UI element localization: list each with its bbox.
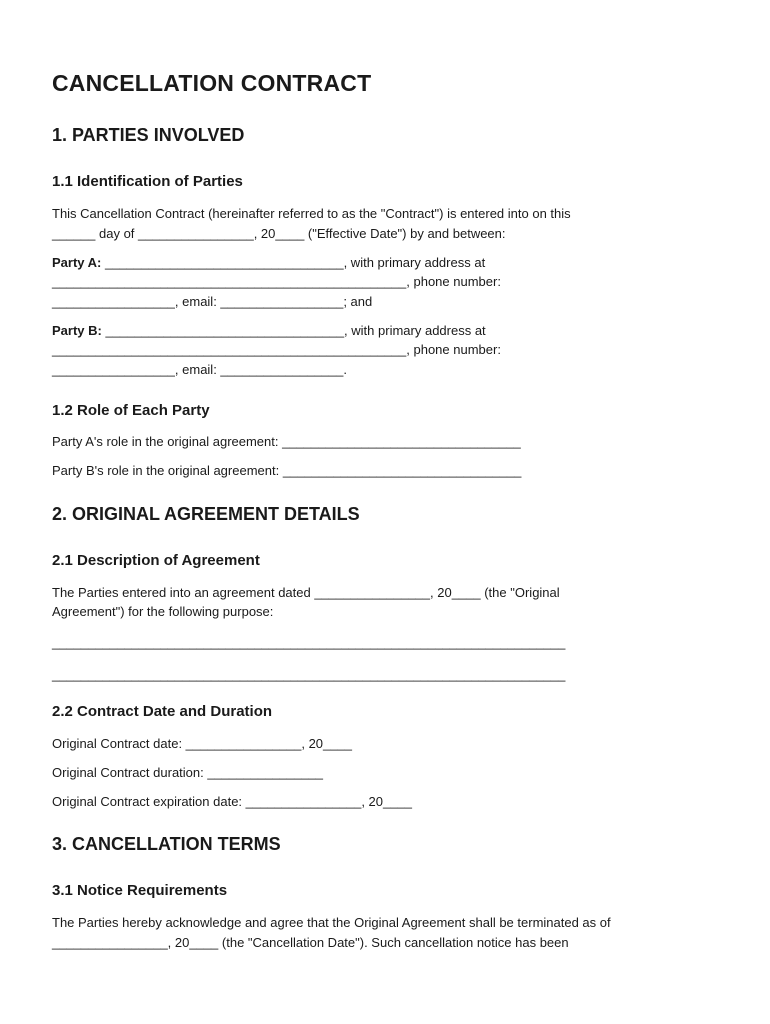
document-title: CANCELLATION CONTRACT <box>52 70 372 96</box>
party-b-line-3: _________________, email: _________________. <box>52 362 347 377</box>
party-b-line-2: _________________________________________________, phone number: <box>52 342 501 357</box>
party-a-name-field: _________________________________, with primary address at <box>101 255 486 270</box>
section-1-heading: 1. PARTIES INVOLVED <box>52 125 245 145</box>
section-3-1-heading: 3.1 Notice Requirements <box>52 882 228 899</box>
agreement-line-2: Agreement") for the following purpose: <box>52 604 274 619</box>
agreement-line-1: The Parties entered into an agreement dated ________________, 20____ (the "Original <box>52 585 560 600</box>
party-b-line-1 <box>52 321 486 341</box>
section-1-1-heading: 1.1 Identification of Parties <box>52 173 243 190</box>
purpose-blank-line-1: _______________________________________________________________________ <box>52 635 566 650</box>
party-a-line-2: _________________________________________________, phone number: <box>52 274 501 289</box>
contract-duration-line: Original Contract duration: ________________ <box>52 765 324 780</box>
section-2-1-heading: 2.1 Description of Agreement <box>52 552 260 569</box>
section-1-2-heading: 1.2 Role of Each Party <box>52 402 210 419</box>
party-b-label: Party B: <box>52 323 102 338</box>
party-b-name-field: _________________________________, with primary address at <box>101 323 486 338</box>
party-b-role-line: Party B's role in the original agreement: _________________________________ <box>52 463 522 478</box>
purpose-blank-line-2: _______________________________________________________________________ <box>52 667 566 682</box>
intro-line-2: ______ day of ________________, 20____ ("Effective Date") by and between: <box>52 226 506 241</box>
section-2-2-heading: 2.2 Contract Date and Duration <box>52 703 273 720</box>
party-a-line-1 <box>52 253 485 273</box>
party-a-line-3: _________________, email: _________________; and <box>52 294 373 309</box>
notice-line-1: The Parties hereby acknowledge and agree that the Original Agreement shall be terminated as of <box>52 915 611 930</box>
notice-line-2: ________________, 20____ (the "Cancellation Date"). Such cancellation notice has been <box>52 935 569 950</box>
contract-date-line: Original Contract date: ________________, 20____ <box>52 736 352 751</box>
section-3-heading: 3. CANCELLATION TERMS <box>52 834 281 854</box>
section-2-heading: 2. ORIGINAL AGREEMENT DETAILS <box>52 504 360 524</box>
party-a-role-line: Party A's role in the original agreement: _________________________________ <box>52 434 521 449</box>
party-a-label: Party A: <box>52 255 102 270</box>
contract-expiration-line: Original Contract expiration date: ________________, 20____ <box>52 794 412 809</box>
intro-line-1: This Cancellation Contract (hereinafter referred to as the "Contract") is entered into on this <box>52 206 571 221</box>
